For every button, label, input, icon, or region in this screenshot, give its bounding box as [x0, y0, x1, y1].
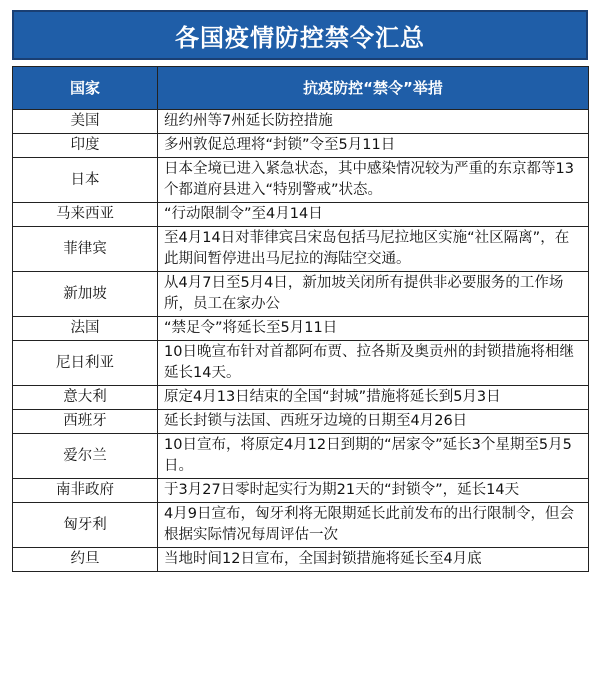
- table-row: [13, 341, 589, 386]
- measure-cell: 延长封锁与法国、西班牙边境的日期至4月26日: [158, 410, 589, 434]
- table-row: [13, 548, 589, 572]
- measure-cell: 4月9日宣布，匈牙利将无限期延长此前发布的出行限制令，但会根据实际情况每周评估一次: [158, 503, 589, 548]
- country-cell: 西班牙: [13, 410, 158, 434]
- measure-cell: 于3月27日零时起实行为期21天的“封锁令”，延长14天: [158, 479, 589, 503]
- measure-cell: 当地时间12日宣布，全国封锁措施将延长至4月底: [158, 548, 589, 572]
- country-cell: 菲律宾: [13, 227, 158, 272]
- measure-cell: 至4月14日对菲律宾吕宋岛包括马尼拉地区实施“社区隔离”，在此期间暂停进出马尼拉的海陆空交通。: [158, 227, 589, 272]
- country-cell: 马来西亚: [13, 203, 158, 227]
- country-cell: 印度: [13, 134, 158, 158]
- measures-table: [12, 66, 589, 572]
- table-row: [13, 410, 589, 434]
- measure-cell: 10日宣布，将原定4月12日到期的“居家令”延长3个星期至5月5日。: [158, 434, 589, 479]
- country-cell: 尼日利亚: [13, 341, 158, 386]
- country-cell: 匈牙利: [13, 503, 158, 548]
- measure-cell: 从4月7日至5月4日，新加坡关闭所有提供非必要服务的工作场所，员工在家办公: [158, 272, 589, 317]
- table-row: [13, 434, 589, 479]
- measure-cell: 多州敦促总理将“封锁”令至5月11日: [158, 134, 589, 158]
- table-body: [13, 110, 589, 572]
- measure-cell: 10日晚宣布针对首都阿布贾、拉各斯及奥贡州的封锁措施将相继延长14天。: [158, 341, 589, 386]
- table-row: [13, 272, 589, 317]
- country-cell: 南非政府: [13, 479, 158, 503]
- header-measure: 抗疫防控“禁令”举措: [158, 67, 589, 110]
- country-cell: 美国: [13, 110, 158, 134]
- table-header-row: [13, 67, 589, 110]
- measure-cell: 日本全境已进入紧急状态，其中感染情况较为严重的东京都等13个都道府县进入“特别警戒”状态。: [158, 158, 589, 203]
- table-row: [13, 386, 589, 410]
- table-row: [13, 479, 589, 503]
- measure-cell: 纽约州等7州延长防控措施: [158, 110, 589, 134]
- table-row: [13, 203, 589, 227]
- measure-cell: “行动限制令”至4月14日: [158, 203, 589, 227]
- table-row: [13, 227, 589, 272]
- table-row: [13, 317, 589, 341]
- country-cell: 新加坡: [13, 272, 158, 317]
- country-cell: 约旦: [13, 548, 158, 572]
- country-cell: 爱尔兰: [13, 434, 158, 479]
- header-country: 国家: [13, 67, 158, 110]
- country-cell: 意大利: [13, 386, 158, 410]
- table-row: [13, 110, 589, 134]
- measure-cell: 原定4月13日结束的全国“封城”措施将延长到5月3日: [158, 386, 589, 410]
- country-cell: 日本: [13, 158, 158, 203]
- measure-cell: “禁足令”将延长至5月11日: [158, 317, 589, 341]
- table-row: [13, 134, 589, 158]
- table-row: [13, 503, 589, 548]
- page-title: 各国疫情防控禁令汇总: [12, 10, 588, 60]
- country-cell: 法国: [13, 317, 158, 341]
- table-row: [13, 158, 589, 203]
